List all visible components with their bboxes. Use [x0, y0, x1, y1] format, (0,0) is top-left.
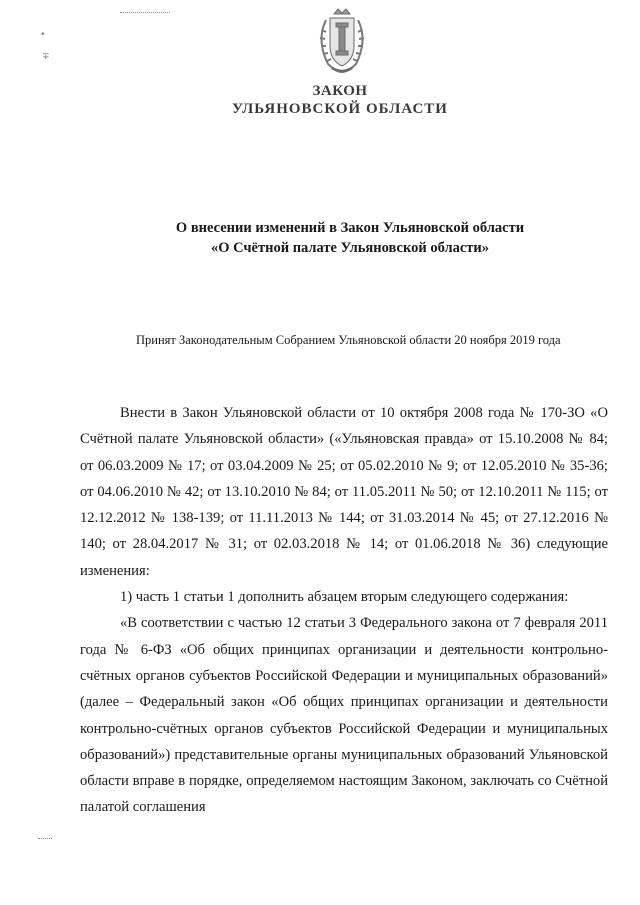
- document-title: [100, 218, 600, 258]
- margin-mark-top: •: [40, 30, 46, 40]
- law-heading: [0, 82, 640, 118]
- adoption-statement: Принят Законодательным Собранием Ульяновской области 20 ноября 2019 года: [136, 333, 561, 347]
- paragraph-item-1: 1) часть 1 статьи 1 дополнить абзацем вторым следующего содержания:: [120, 589, 569, 606]
- paragraph-quote: «В соответствии с частью 12 статьи 3 Федерального закона от 7 февраля 2011 года № 6-ФЗ «Об общих принципах организации и деятельности контрольно-счётных органов субъектов Российской Федерации и муниципальных образований» (далее – Федеральный закон «Об общих принципах организации и деятельности контрольно-счётных органов субъектов Российской Федерации и муниципальных образований») представительные органы муниципальных образований Ульяновской области вправе в порядке, определяемом настоящим Законом, заключать со Счётной палатой соглашения: [80, 615, 608, 816]
- document-title-line1: О внесении изменений в Закон Ульяновской области: [175, 220, 525, 236]
- document-title-line2: «О Счётной палате Ульяновской области»: [210, 240, 490, 256]
- law-heading-line1: ЗАКОН: [312, 83, 368, 99]
- scan-dash-top: [120, 12, 170, 13]
- scan-dash-bottom: [38, 838, 52, 839]
- law-heading-line2: УЛЬЯНОВСКОЙ ОБЛАСТИ: [232, 101, 448, 117]
- paragraph-intro: Внести в Закон Ульяновской области от 10 октября 2008 года № 170-ЗО «О Счётной палате Ульяновской области» («Ульяновская правда» от 15.10.2008 № 84; от 06.03.2009 № 17; от 03.04.2009 № 25; от 05.02.2010 № 9; от 12.05.2010 № 35-36; от 04.06.2010 № 42; от 13.10.2010 № 84; от 11.05.2011 № 50; от 12.10.2011 № 115; от 12.12.2012 № 138-139; от 11.11.2013 № 144; от 31.03.2014 № 45; от 27.12.2016 № 140; от 28.04.2017 № 31; от 02.03.2018 № 14; от 01.06.2018 № 36) следующие изменения:: [80, 405, 608, 579]
- coat-of-arms-emblem: [310, 6, 374, 76]
- body-text: [80, 400, 608, 821]
- margin-mark-left: ∓: [42, 52, 50, 62]
